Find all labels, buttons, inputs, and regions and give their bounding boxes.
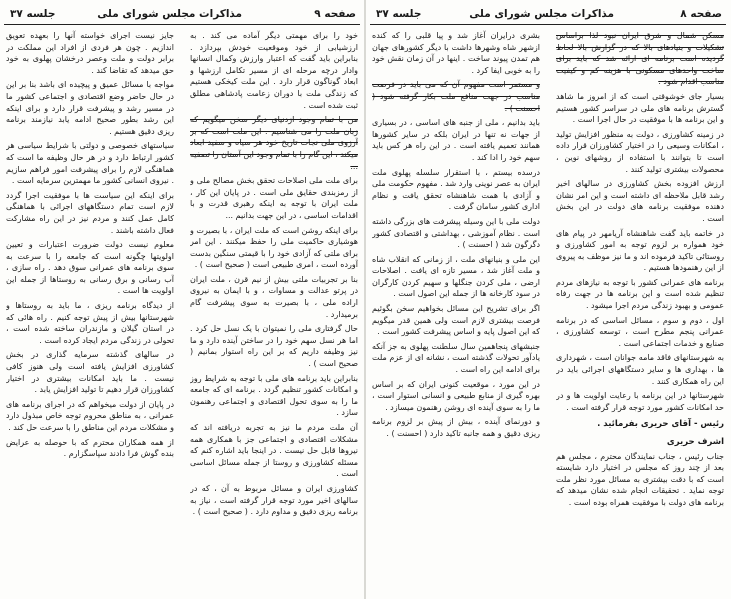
- page-gutter: [364, 0, 366, 599]
- paragraph: برنامه های عمرانی کشور با توجه به نیازهای مردم تنظیم شده است و این برنامه ها در جهت رفاه عمومی و بهبود زندگی مردم اجرا میشود .: [556, 277, 724, 311]
- paragraph: برای ملت ملی اصلاحات تحقق بخش مصالح ملی و از رمزبندی حقایق ملی است . در پایان این کار ، ملت ایران با توجه به اینکه رهبری قدرت و با اقدامات اساسی ، در این جهت بدانیم ...: [190, 176, 358, 220]
- paragraph: این ملی و بنیانهای ملت ، از زمانی که انقلاب شاه و ملت آغاز شد ، مسیر تازه ای یافت . اصلاحات ارضی ، ملی کردن جنگلها و سهیم کردن کارگران در سود کارخانه ها از جمله این اصول است .: [372, 254, 540, 299]
- text-columns: [370, 30, 726, 594]
- speaker-intro: رئیس - آقای حریری بفرمائید .: [597, 419, 724, 430]
- column-left: [6, 30, 174, 594]
- paragraph: بسیار جای خوشوقتی است که از امروز ما شاهد گسترش برنامه های ملی در سراسر کشور هستیم و این برنامه ها با موفقیت در حال اجرا است .: [556, 91, 724, 125]
- paragraph: اول ، دوم و سوم ، مسائل اساسی که در برنامه عمرانی پنجم مطرح است ، توسعه کشاورزی ، صنایع و خدمات اجتماعی است .: [556, 315, 724, 348]
- page-header: [370, 4, 726, 25]
- paragraph: دولت ملی با این وسیله پیشرفت های بزرگی داشته است . نظام آموزشی ، بهداشتی و اقتصادی کشور دگرگون شد ( احسنت ) .: [372, 216, 540, 250]
- paragraph: ارزش افزوده بخش کشاورزی در سالهای اخیر رشد قابل ملاحظه ای داشته است و این امر نشان دهنده موفقیت برنامه های دولت در این بخش است .: [556, 179, 724, 223]
- paragraph: مسکن شمال و شرق ایران نبود لذا براساس تشکیلات و بنیادهای بالا که در گزارش بالا لحاظ گردیده است برنامه ای ارائه شد که باید برای ساخت واحدهای مسکونی با هزینه کم و کیفیت مناسب اقدام شود .: [556, 31, 724, 87]
- paragraph: بشری درایران آغاز شد و پیا قلبی را که کنده ازشهر شاه وشهرها داشت با دیگر کشورهای جهان هم تمدن پیوند ساخت . اینها در آن زمان نقش خود را به خوبی ایفا کرد .: [372, 31, 540, 75]
- paragraph: مواجه با مسائل عمیق و پیچیده ای باشد بنا بر این در حال حاضر وضع اقتصادی و اجتماعی کشور ما در مسیر رشد و پیشرفت قرار دارد و برای اینکه این رشد بطور صحیح ادامه یابد نیازمند برنامه ریزی دقیق هستیم .: [6, 80, 174, 136]
- paragraph: سیاستهای خصوصی و دولتی با شرایط سیاسی هر کشور ارتباط دارد و در هر حال وظیفه ما است که هماهنگی لازم را برای پیشرفت امور فراهم سازیم . نیروی انسانی کشور ما مهمترین سرمایه است .: [6, 141, 174, 186]
- speaker-name: اشرف حریری: [666, 437, 724, 447]
- session-label: جلسه ۳۷: [376, 8, 422, 20]
- journal-title: مذاکرات مجلس شورای ملی: [97, 8, 242, 20]
- column-right: [190, 30, 358, 594]
- paragraph: از دیدگاه برنامه ریزی ، ما باید به روستاها و شهرستانها بیش از پیش توجه کنیم . راه هائی که در استان گیلان و مازندران ساخته شده است ، تحولی در زندگی مردم ایجاد کرده است .: [6, 301, 174, 345]
- session-label: جلسه ۳۷: [10, 8, 56, 20]
- journal-title: مذاکرات مجلس شورای ملی: [469, 8, 614, 20]
- paragraph: از همه همکاران محترم که با حوصله به عرایض بنده گوش فرا دادند سپاسگزارم .: [6, 437, 174, 459]
- paragraph: خود را برای مهمتی دیگر آماده می کند . به ارزشیابی از خود وموقعیت خودش بپردازد . بنابراین باید گفت که اعتبار وارزش وکمال انسانها وادار درچه مرحله ای از مسیر تکامل ارزشها و ابعاد گوناگون قرار دارد . این ملت کیخکی هستیم که زندگی ملت با دوران زعامت پادشاهی مطلق ثبت شده است .: [190, 31, 358, 110]
- paragraph: و مستمر است مفهوم آن که می باید در فرصت مناسب در جهت منافع ملت بکار گرفته شود ( احسنت ) .: [372, 80, 540, 113]
- paragraph: باید بدانیم ، ملی از جنبه های اساسی ، در بسیاری از جهات نه تنها در ایران بلکه در سایر کشورها همانند تعمیم یافته است . در این راه هر کس باید سهم خود را ادا کند .: [372, 118, 540, 162]
- paragraph: بنابراین باید برنامه های ملی با توجه به شرایط روز و امکانات کشور تنظیم گردد . برنامه ای که جامعه ما را به سوی تحول اقتصادی و اجتماعی رهنمون سازد .: [190, 373, 358, 418]
- page-number: صفحه ۹: [314, 8, 356, 20]
- paragraph: جایز نیست اجرای خواسته آنها را بعهده تعویق اندازیم . چون هر فردی از افراد این مملکت در برابر دولت و ملت وعصر درخشان پهلوی به خود حق میدهد که تقاضا کند .: [6, 31, 174, 75]
- page-number: صفحه ۸: [680, 8, 722, 20]
- column-right: [556, 30, 724, 594]
- paragraph: آن ملت مردم ما نیز به تجربه دریافته اند که مشکلات اقتصادی و اجتماعی جز با همکاری همه نیروها قابل حل نیست . در اینجا باید اشاره کنم که مسئله کشاورزی و روستا از جمله مسائل اساسی است .: [190, 423, 358, 479]
- paragraph: اگر برای تشریح این مسائل بخواهیم سخن بگوئیم فرصت بیشتری لازم است ولی همین قدر میگویم که این اصول پایه و اساس پیشرفت کشور است .: [372, 304, 540, 337]
- paragraph: برای اینکه این سیاست ها با موفقیت اجرا گردد لازم است تمام دستگاههای اجرائی با هماهنگی کامل عمل کنند و مردم نیز در این راه مشارکت فعال داشته باشند .: [6, 190, 174, 235]
- page-header: [4, 4, 360, 25]
- paragraph: در زمینه کشاورزی ، دولت به منظور افزایش تولید ، امکانات وسیعی را در اختیار کشاورزان قرار داده است تا بتوانند با استفاده از روشهای نوین ، محصولات بیشتری تولید کنند .: [556, 129, 724, 174]
- paragraph: شهرستانها در این برنامه با رعایت اولویت ها و در حد امکانات کشور مورد توجه قرار گرفته است .: [556, 391, 724, 412]
- paragraph: در سالهای گذشته سرمایه گذاری در بخش کشاورزی افزایش یافته است ولی هنوز کافی نیست . ما باید امکانات بیشتری در اختیار کشاورزان قرار دهیم تا تولید افزایش یابد .: [6, 350, 174, 395]
- paragraph: و دورنمای آینده ، بیش از پیش بر لزوم برنامه ریزی دقیق و همه جانبه تاکید دارد ( احسنت ) .: [372, 417, 540, 438]
- paragraph: کشاورزی ایران و مسائل مربوط به آن ، که در سالهای اخیر مورد توجه قرار گرفته است ، نیاز به برنامه ریزی دقیق و مداوم دارد . ( صحیح است ) .: [190, 483, 358, 517]
- paragraph: در این مورد ، موقعیت کنونی ایران که بر اساس بهره گیری از منابع طبیعی و انسانی استوار است ، ما را به سوی آینده ای روشن رهنمون میسازد .: [372, 379, 540, 412]
- speaker-text: جناب رئیس ، جناب نمایندگان محترم ، مجلس هم بعد از چند روز که مجلس در اختیار دارد شایسته است که با دقت بیشتری به مسائل مورد نظر ملت توجه نماید . تحقیقات انجام شده نشان میدهد که برنامه های دولت با موفقیت همراه بوده است .: [556, 451, 724, 507]
- paragraph: درسده بیستم ، با استقرار سلسله پهلوی ملت ایران به عصر نوینی وارد شد . مفهوم حکومت ملی و آزادی با همت شاهنشاه تحقق یافت و نظام اداری کشور سامان گرفت .: [372, 167, 540, 212]
- paragraph: برای اینکه روشن است که ملت ایران ، با بصیرت و هوشیاری حاکمیت ملی را حفظ میکنند . این امر برای ملتی که آزادی خود را با قیمتی سنگین بدست آورده است ، امری طبیعی است ( صحیح است ) .: [190, 225, 358, 270]
- paragraph: من با تمام وجود ازدنیای دیگر سخن میگویم که زبان ملت را می شناسیم . این ملت است که بر آرزوی ملی نجات تاریخ خود هر سیاه و سفید ابعاد میکند ، این گام را با تمام وجود این آستان را تصفیه ...: [190, 115, 358, 171]
- paragraph: در خاتمه باید گفت شاهنشاه آریامهر در پیام های خود همواره بر لزوم توجه به امور کشاورزی و روستائی تاکید فرموده اند و ما نیز موظف به پیروی از این رهنمودها هستیم .: [556, 228, 724, 273]
- page-right: [370, 4, 726, 594]
- paragraph: معلوم نیست دولت ضرورت اعتبارات و تعیین اولویتها چگونه است که جامعه را با سرعت به سوی برنامه های عمرانی سوق دهد . راه سازی ، آب رسانی و برق رسانی به روستاها از جمله این اولویت ها است .: [6, 240, 174, 296]
- paragraph: در پایان از دولت میخواهم که در اجرای برنامه های عمرانی ، به مناطق محروم توجه خاص مبذول دارد و مشکلات مردم این مناطق را با سرعت حل کند .: [6, 399, 174, 432]
- paragraph: جنبشهای پنجاهمین سال سلطنت پهلوی به جز آنکه یادآور تحولات گذشته است ، نشانه ای از عزم ملت برای ادامه این راه است .: [372, 341, 540, 375]
- page-left: [4, 4, 360, 594]
- paragraph: بنا بر تجربیات ملتی بیش از نیم قرن ، ملت ایران در پرتو عدالت و مساوات ، و با ایمان به نیروی اراده ملی ، با بصیرت به سوی پیشرفت گام برمیدارد .: [190, 274, 358, 319]
- text-columns: [4, 30, 360, 594]
- paragraph: حال گرفتاری ملی را نمیتوان با یک نسل حل کرد . اما هر نسل سهم خود را در ساختن آینده دارد و ما نیز وظیفه داریم که بر این راه استوار بمانیم ( صحیح است ) .: [190, 324, 358, 369]
- column-left: [372, 30, 540, 594]
- paragraph: به شهرستانهای فاقد مامه جوانان است ، شهرداری ها ، بهداری ها و سایر دستگاههای اجرائی باید در این راه همکاری کنند .: [556, 353, 724, 386]
